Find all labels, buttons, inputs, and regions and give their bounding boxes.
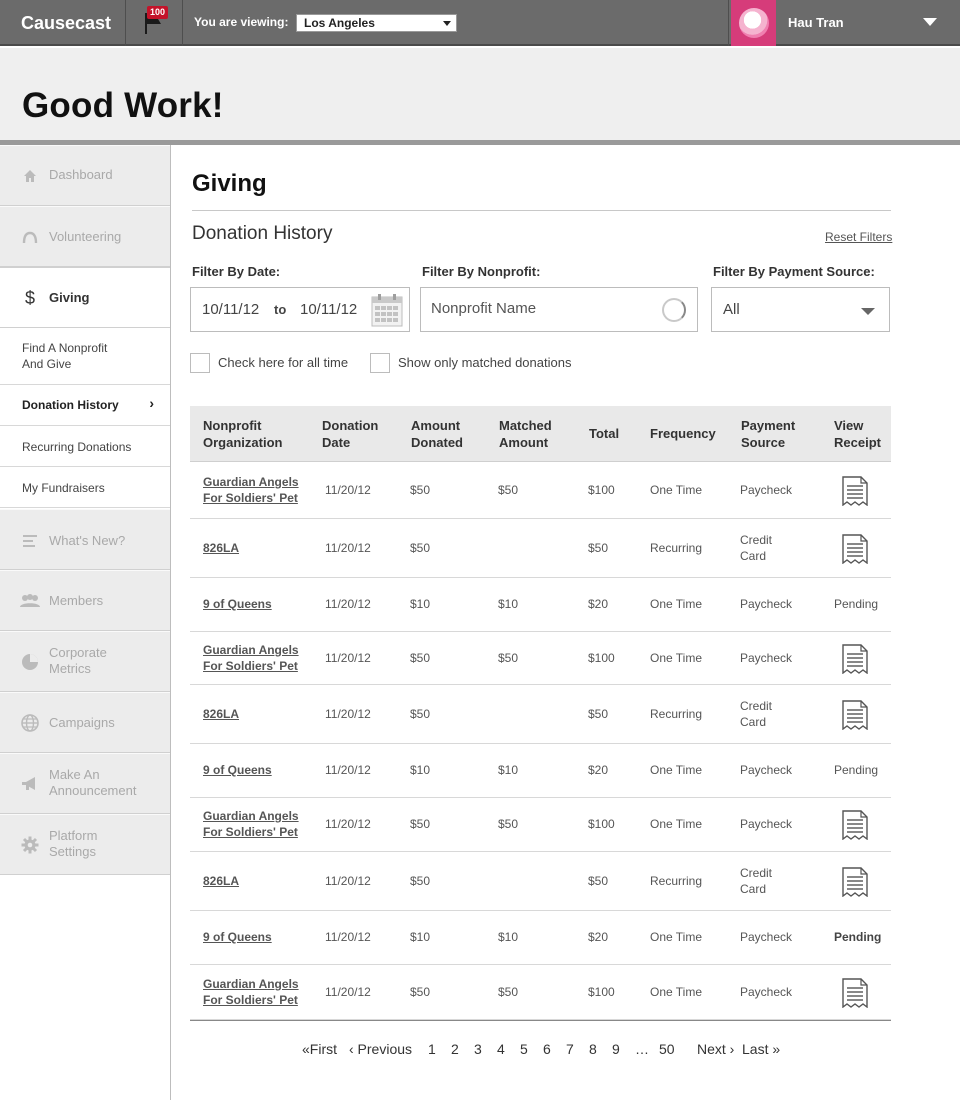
nonprofit-link[interactable] [203,706,239,722]
nonprofit-search-input[interactable] [431,300,651,317]
chevron-right-icon: › [149,395,154,411]
total-amount: $50 [588,707,609,721]
payment-source [740,865,772,897]
column-header-total[interactable]: Total [589,426,620,441]
nonprofit-name-line: Guardian Angels [203,643,299,657]
payment-source [740,984,792,1000]
payment-source-line: Card [740,715,767,729]
payment-source-select[interactable] [711,287,890,332]
top-bar [0,0,960,46]
nonprofit-name-line: Guardian Angels [203,977,299,991]
header-line: View [834,418,864,433]
sidebar-item-label-line: Corporate [49,645,107,660]
total-amount: $20 [588,763,609,777]
notifications-button[interactable] [127,0,183,46]
nonprofit-name-line: Guardian Angels [203,809,299,823]
header-line: Amount [499,435,549,450]
frequency: One Time [650,817,703,831]
payment-source-line: Paycheck [740,483,793,497]
page-banner [0,48,960,140]
sidebar-subitem-label: My Fundraisers [22,481,105,495]
nonprofit-link[interactable] [203,976,299,1008]
pagination-previous[interactable]: ‹ Previous [349,1041,413,1057]
matched-amount: $10 [498,763,519,777]
sidebar-item-label [49,767,136,799]
date-from-value[interactable]: 10/11/12 [202,301,260,318]
location-select[interactable] [296,14,457,32]
donation-date: 11/20/12 [325,930,371,944]
header-line: Receipt [834,435,881,450]
home-icon [20,166,40,186]
matched-amount: $10 [498,930,519,944]
payment-source [740,596,792,612]
donation-date: 11/20/12 [325,874,371,888]
frequency: One Time [650,597,703,611]
payment-source-line: Paycheck [740,817,793,831]
payment-source-value: All [723,301,740,318]
sidebar-item-giving[interactable] [0,267,170,328]
user-name: Hau Tran [788,15,844,30]
receipt-icon[interactable] [841,867,869,901]
pagination-page[interactable]: 7 [566,1041,574,1057]
notification-count-badge: 100 [147,6,168,19]
header-line: Date [322,435,351,450]
table-row [190,911,891,965]
dollar-icon: $ [24,287,35,308]
sidebar-item-label-line: Metrics [49,661,91,676]
matched-amount: $50 [498,985,519,999]
receipt-status-pending: Pending [834,597,879,611]
nonprofit-name-line: 9 of Queens [203,763,272,777]
pagination-page[interactable]: 2 [451,1041,459,1057]
matched-amount: $10 [498,597,519,611]
pagination-page[interactable]: 4 [497,1041,505,1057]
nonprofit-name-line: 826LA [203,707,240,721]
sidebar-item-label: Dashboard [49,167,113,182]
payment-source-line: Credit [740,699,773,713]
table-row [190,798,891,852]
header-line: Donation [322,418,379,433]
nonprofit-name-line: 9 of Queens [203,930,272,944]
payment-source [740,532,772,564]
pie-chart-icon [20,652,40,672]
sidebar-item-label: Campaigns [49,715,115,730]
amount-donated: $10 [410,930,431,944]
pagination-next[interactable]: Next › [697,1041,735,1057]
pagination-ellipsis: … [635,1041,649,1057]
payment-source-line: Card [740,549,767,563]
donation-date: 11/20/12 [325,483,371,497]
total-amount: $20 [588,597,609,611]
payment-source-line: Paycheck [740,597,793,611]
date-range-field[interactable] [190,287,410,332]
frequency: One Time [650,930,703,944]
sidebar-item-label: Giving [49,290,90,305]
header-line: Organization [203,435,283,450]
donation-date: 11/20/12 [325,985,371,999]
sidebar-item-label-line: Settings [49,844,96,859]
frequency: One Time [650,763,703,777]
nonprofit-link[interactable] [203,642,299,674]
nonprofit-link[interactable] [203,474,299,506]
viewing-label: You are viewing: [194,15,289,29]
sidebar-subitem-donation-history[interactable] [0,385,170,426]
table-row [190,632,891,685]
receipt-icon[interactable] [841,700,869,734]
sidebar-item-label [49,828,97,860]
lines-icon [20,531,40,551]
filter-nonprofit-label: Filter By Nonprofit: [422,264,541,279]
chevron-down-icon [443,21,451,26]
amount-donated: $10 [410,597,431,611]
date-to-value[interactable]: 10/11/12 [300,301,358,318]
header-line: Source [741,435,786,450]
sidebar-item-members[interactable] [0,570,170,631]
nonprofit-name-line: For Soldiers' Pet [203,491,298,505]
nonprofit-name-line: Guardian Angels [203,475,299,489]
receipt-icon[interactable] [841,476,869,510]
chevron-down-icon[interactable] [923,18,937,26]
total-amount: $100 [588,985,615,999]
sidebar-subitem-label: And Give [22,357,72,371]
sidebar-item-volunteering[interactable] [0,206,170,267]
column-header-date[interactable] [322,417,378,451]
frequency: Recurring [650,874,703,888]
brand-logo[interactable]: Causecast [0,0,126,46]
nonprofit-name-line: 9 of Queens [203,597,272,611]
payment-source [740,816,792,832]
pagination-first[interactable]: «First [302,1041,337,1057]
location-value: Los Angeles [304,16,375,30]
loading-spinner-icon [662,298,686,322]
sidebar-subitem-recurring[interactable] [0,426,170,467]
sidebar-item-announcement[interactable] [0,753,170,814]
sidebar-item-campaigns[interactable] [0,692,170,753]
banner-title: Good Work! [22,86,224,125]
frequency: One Time [650,483,703,497]
nonprofit-link[interactable] [203,808,299,840]
matched-amount: $50 [498,483,519,497]
pagination-page[interactable]: 3 [474,1041,482,1057]
header-line: Payment [741,418,796,433]
globe-icon [20,713,40,733]
payment-source-line: Card [740,882,767,896]
amount-donated: $50 [410,817,431,831]
matched-only-label: Show only matched donations [398,355,572,370]
sidebar-item-platform-settings[interactable] [0,814,170,875]
sidebar-item-label-line: Announcement [49,783,137,798]
matched-amount: $50 [498,817,519,831]
payment-source-line: Credit [740,533,773,547]
payment-source [740,650,792,666]
receipt-icon[interactable] [841,978,869,1012]
payment-source [740,698,772,730]
amount-donated: $50 [410,707,431,721]
frequency: One Time [650,985,703,999]
sidebar-subitem-fundraisers[interactable] [0,467,170,508]
receipt-icon[interactable] [841,534,869,568]
table-row [190,852,891,911]
divider [192,210,891,211]
nonprofit-name-line: For Soldiers' Pet [203,825,298,839]
nonprofit-link[interactable] [203,873,239,889]
nonprofit-name-line: For Soldiers' Pet [203,659,298,673]
filter-payment-label: Filter By Payment Source: [713,264,875,279]
table-row [190,462,891,519]
column-header-receipt [834,417,881,451]
sidebar-item-corporate-metrics[interactable] [0,631,170,692]
payment-source-line: Paycheck [740,763,793,777]
table-row [190,519,891,578]
total-amount: $100 [588,817,615,831]
amount-donated: $50 [410,985,431,999]
donation-date: 11/20/12 [325,541,371,555]
receipt-status-pending: Pending [834,930,882,944]
total-amount: $100 [588,651,615,665]
table-header [190,406,891,462]
column-header-amount[interactable] [411,417,463,451]
frequency: Recurring [650,707,703,721]
receipt-status-pending: Pending [834,763,879,777]
donation-date: 11/20/12 [325,651,371,665]
pagination-page[interactable]: 50 [659,1041,675,1057]
members-icon [20,591,40,611]
total-amount: $20 [588,930,609,944]
frequency: One Time [650,651,703,665]
sidebar-item-label: What's New? [49,533,126,548]
total-amount: $50 [588,541,609,555]
sidebar-item-dashboard[interactable] [0,145,170,206]
chevron-down-icon [861,308,875,315]
header-line: Matched [499,418,552,433]
pagination-last[interactable]: Last » [742,1041,781,1057]
payment-source-line: Paycheck [740,651,793,665]
section-title: Donation History [192,223,333,244]
table-row [190,965,891,1020]
sidebar-subitem-label: Find A Nonprofit [22,341,108,355]
column-header-payment-source[interactable] [741,417,795,451]
sidebar-subitem-label: Donation History [22,398,119,412]
sidebar-item-label [49,645,107,677]
avatar [731,0,776,46]
nonprofit-name-line: 826LA [203,874,240,888]
nonprofit-link[interactable] [203,929,272,945]
matched-amount: $50 [498,651,519,665]
nonprofit-name-line: For Soldiers' Pet [203,993,298,1007]
table-bottom-rule [190,1020,891,1021]
header-line: Donated [411,435,463,450]
amount-donated: $10 [410,763,431,777]
pagination-page[interactable]: 8 [589,1041,597,1057]
frequency: Recurring [650,541,703,555]
filter-date-label: Filter By Date: [192,264,281,279]
user-menu[interactable] [728,0,960,46]
reset-filters-link[interactable]: Reset Filters [825,230,893,244]
donation-date: 11/20/12 [325,597,371,611]
payment-source-line: Paycheck [740,930,793,944]
nonprofit-search-field[interactable] [420,287,698,332]
pagination-page[interactable]: 9 [612,1041,620,1057]
sidebar-item-whats-new[interactable] [0,509,170,570]
amount-donated: $50 [410,874,431,888]
sidebar-item-label: Members [49,593,104,608]
total-amount: $100 [588,483,615,497]
amount-donated: $50 [410,651,431,665]
receipt-icon[interactable] [841,644,869,678]
table-row [190,685,891,744]
header-line: Amount [411,418,461,433]
sidebar-item-label-line: Platform [49,828,98,843]
payment-source [740,929,792,945]
receipt-icon[interactable] [841,810,869,844]
sidebar [0,145,171,1100]
amount-donated: $50 [410,541,431,555]
page-title: Giving [192,170,267,197]
column-header-frequency[interactable]: Frequency [650,426,716,441]
column-header-matched[interactable] [499,417,552,451]
payment-source [740,482,792,498]
nonprofit-name-line: 826LA [203,541,240,555]
nonprofit-link[interactable] [203,762,272,778]
payment-source [740,762,792,778]
gear-icon [20,835,40,855]
header-line: Nonprofit [203,418,262,433]
sidebar-item-label: Volunteering [49,229,122,244]
sidebar-item-label-line: Make An [49,767,100,782]
donation-date: 11/20/12 [325,817,371,831]
donation-date: 11/20/12 [325,707,371,721]
table-row [190,578,891,632]
nonprofit-link[interactable] [203,540,239,556]
column-header-organization[interactable] [203,417,282,451]
hand-icon [20,228,40,248]
pagination-page[interactable]: 1 [428,1041,436,1057]
pagination-page[interactable]: 6 [543,1041,551,1057]
donation-date: 11/20/12 [325,763,371,777]
matched-only-checkbox[interactable] [370,353,390,373]
all-time-checkbox[interactable] [190,353,210,373]
payment-source-line: Paycheck [740,985,793,999]
megaphone-icon [20,774,40,794]
sidebar-subitem-label: Recurring Donations [22,440,132,454]
total-amount: $50 [588,874,609,888]
payment-source-line: Credit [740,866,773,880]
table-row [190,744,891,798]
amount-donated: $50 [410,483,431,497]
nonprofit-link[interactable] [203,596,272,612]
all-time-label: Check here for all time [218,355,349,370]
pagination-page[interactable]: 5 [520,1041,528,1057]
sidebar-subitem-find-nonprofit[interactable] [0,329,170,385]
date-to-word: to [274,302,287,317]
calendar-icon[interactable] [371,293,403,327]
